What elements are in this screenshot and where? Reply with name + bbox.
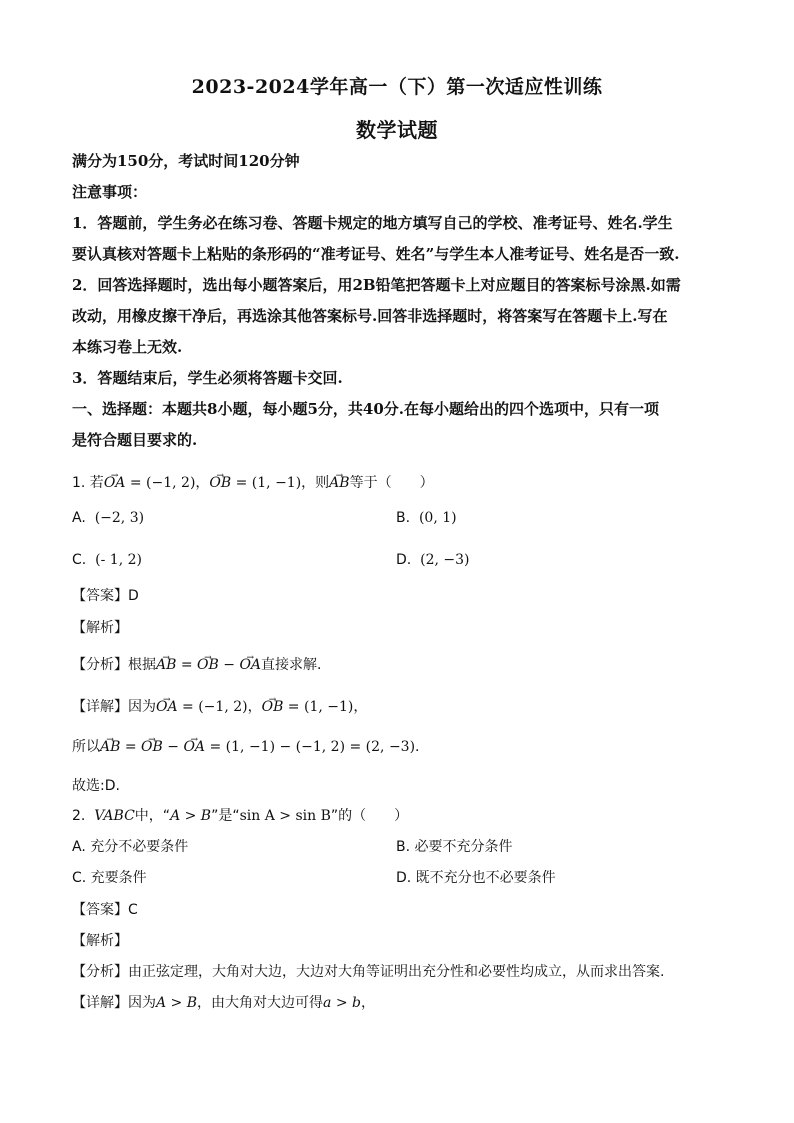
q2-xj-pre: 因为 bbox=[128, 995, 156, 1011]
vector-ob: → OB bbox=[197, 657, 219, 673]
q1-option-b bbox=[396, 508, 457, 528]
q2-stem-mid-2: ”是“ bbox=[211, 808, 240, 824]
q1-xj-oa-value: = (−1, 2) bbox=[177, 699, 248, 715]
exam-title: 2023-2024学年高一（下）第一次适应性训练 bbox=[191, 76, 603, 98]
q1-number: 1. 若 bbox=[72, 475, 104, 491]
q1-xj-sep: ， bbox=[247, 699, 262, 715]
q1-answer-tag: 【答案】 bbox=[72, 588, 128, 604]
q2-option-b: B. 必要不充分条件 bbox=[396, 839, 513, 855]
q2-stem-mid: 中，“ bbox=[134, 808, 171, 824]
q2-triangle: VABC bbox=[94, 808, 135, 824]
q1-calculation bbox=[72, 737, 732, 757]
q2-answer-value: C bbox=[128, 902, 138, 918]
vector-ab: → AB bbox=[156, 657, 176, 673]
q2-xj-result: a > b bbox=[323, 995, 361, 1011]
vector-ob: → OB bbox=[209, 475, 231, 491]
q1-xiangjie-tag: 【详解】 bbox=[72, 699, 128, 715]
q2-answer-tag: 【答案】 bbox=[72, 902, 128, 918]
vector-ob: → OB bbox=[262, 699, 284, 715]
q1-suoyi: 所以 bbox=[72, 739, 100, 755]
vector-oa: → OA bbox=[183, 739, 205, 755]
vector-oa: → OA bbox=[156, 699, 178, 715]
note-1-line-2: 要认真核对答题卡上粘贴的条形码的“准考证号、姓名”与学生本人准考证号、姓名是否一致. bbox=[72, 245, 680, 263]
q1-fenxi-eq: = bbox=[176, 657, 198, 673]
note-2-line-3: 本练习卷上无效. bbox=[72, 338, 183, 356]
q2-option-d: D. 既不充分也不必要条件 bbox=[396, 870, 556, 886]
q2-xj-end: ， bbox=[360, 995, 375, 1011]
q1-xiangjie bbox=[72, 697, 732, 717]
q1-option-d-label: D. bbox=[396, 552, 412, 568]
q1-fenxi-tag: 【分析】 bbox=[72, 657, 128, 673]
q2-xiangjie-tag: 【详解】 bbox=[72, 995, 128, 1011]
q1-answer-value: D bbox=[128, 588, 139, 604]
q1-option-a bbox=[72, 508, 144, 528]
q1-separator: ， bbox=[195, 475, 210, 491]
q2-answer bbox=[72, 900, 732, 920]
q2-option-c: C. 充要条件 bbox=[72, 870, 147, 886]
q1-option-c-label: C. bbox=[72, 552, 87, 568]
q1-tail: 等于（ ） bbox=[349, 475, 434, 491]
q1-fenxi-pre: 根据 bbox=[128, 657, 156, 673]
q1-then: ，则 bbox=[301, 475, 330, 491]
q1-option-c-value: (- 1, 2) bbox=[95, 552, 142, 568]
q2-xj-condition: A > B bbox=[156, 995, 198, 1011]
q1-option-b-value: (0, 1) bbox=[418, 510, 457, 526]
q1-option-a-value: (−2, 3) bbox=[94, 510, 145, 526]
note-3: 3．答题结束后，学生必须将答题卡交回. bbox=[72, 369, 343, 387]
q2-condition-2: sin A > sin B bbox=[239, 808, 331, 824]
q2-option-a: A. 充分不必要条件 bbox=[72, 839, 189, 855]
vector-ob: → OB bbox=[141, 739, 163, 755]
q1-option-b-label: B. bbox=[396, 510, 411, 526]
vector-oa: → OA bbox=[104, 475, 126, 491]
q1-xj-end: ， bbox=[353, 699, 368, 715]
q1-ob-value: = (1, −1) bbox=[231, 475, 302, 491]
q2-xj-mid: ，由大角对大边可得 bbox=[197, 995, 324, 1011]
q1-option-a-label: A. bbox=[72, 510, 86, 526]
section-1-heading-line-1: 一、选择题：本题共8小题，每小题5分，共40分.在每小题给出的四个选项中，只有一项 bbox=[72, 400, 659, 418]
q1-sy-minus: − bbox=[162, 739, 184, 755]
q2-fenxi bbox=[72, 962, 732, 982]
note-2-line-1: 2．回答选择题时，选出每小题答案后，用2B铅笔把答题卡上对应题目的答案标号涂黑.如需 bbox=[72, 276, 681, 294]
exam-subtitle: 数学试题 bbox=[356, 118, 438, 142]
q2-number: 2. bbox=[72, 808, 86, 824]
vector-ab: → AB bbox=[100, 739, 120, 755]
score-time-info: 满分为150分，考试时间120分钟 bbox=[72, 152, 300, 170]
q2-analysis-tag: 【解析】 bbox=[72, 933, 128, 949]
q1-analysis-tag: 【解析】 bbox=[72, 620, 128, 636]
q1-fenxi bbox=[72, 655, 732, 675]
question-1-stem bbox=[72, 473, 732, 493]
q1-oa-value: = (−1, 2) bbox=[125, 475, 196, 491]
note-1-line-1: 1．答题前，学生务必在练习卷、答题卡规定的地方填写自己的学校、准考证号、姓名.学生 bbox=[72, 214, 673, 232]
q2-fenxi-tag: 【分析】 bbox=[72, 964, 128, 980]
q1-option-d-value: (2, −3) bbox=[420, 552, 470, 568]
q2-xiangjie bbox=[72, 993, 732, 1013]
q1-answer bbox=[72, 586, 732, 606]
q1-xj-pre: 因为 bbox=[128, 699, 156, 715]
question-2-stem bbox=[72, 806, 732, 826]
q1-option-c bbox=[72, 550, 142, 570]
q1-option-d bbox=[396, 550, 470, 570]
q1-xj-ob-value: = (1, −1) bbox=[283, 699, 354, 715]
q1-sy-eq: = bbox=[120, 739, 142, 755]
section-1-heading-line-2: 是符合题目要求的. bbox=[72, 431, 198, 449]
q2-stem-end: ”的（ ） bbox=[330, 808, 409, 824]
note-2-line-2: 改动，用橡皮擦干净后，再选涂其他答案标号.回答非选择题时，将答案写在答题卡上.写在 bbox=[72, 307, 668, 325]
q1-fenxi-minus: − bbox=[218, 657, 240, 673]
q2-fenxi-text: 由正弦定理，大角对大边，大边对大角等证明出充分性和必要性均成立，从而求出答案. bbox=[128, 964, 665, 980]
notes-heading: 注意事项： bbox=[72, 183, 148, 201]
q1-sy-calc: = (1, −1) − (−1, 2) = (2, −3). bbox=[205, 739, 420, 755]
vector-oa: → OA bbox=[239, 657, 261, 673]
q1-conclusion: 故选:D. bbox=[72, 778, 120, 794]
vector-ab: → AB bbox=[329, 475, 349, 491]
q2-condition-1: A > B bbox=[170, 808, 212, 824]
q1-fenxi-post: 直接求解. bbox=[261, 657, 322, 673]
